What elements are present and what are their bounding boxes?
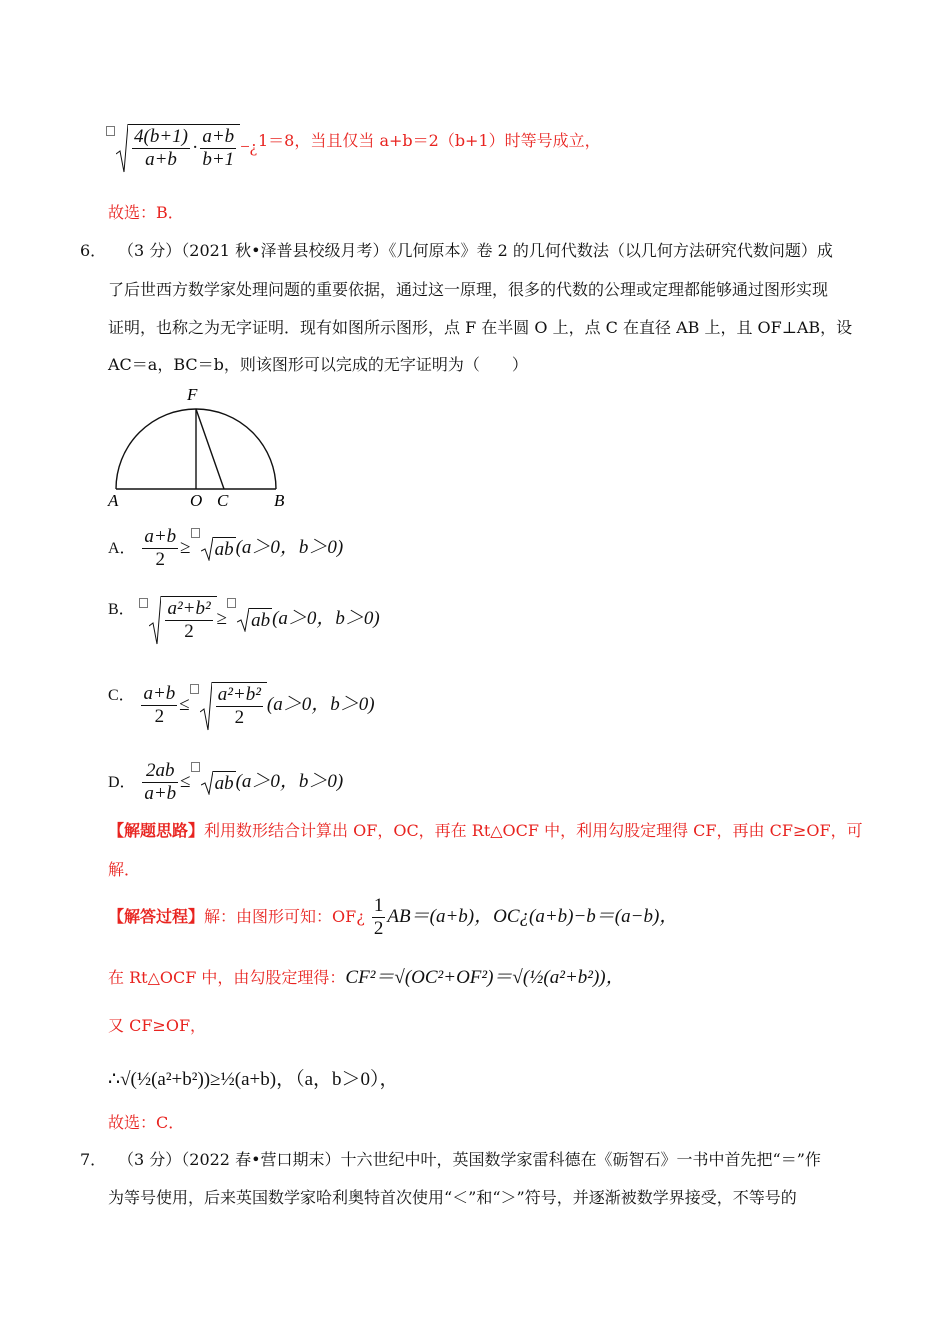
q7-number: 7． [80,1150,107,1169]
q6-answer: 故选：C． [108,1113,185,1132]
solution-process-line-1: 【解答过程】解：由图形可知：OF¿ $\frac{1}{2}$ AB＝(a+b)，OC¿(a+b)−b＝(a−b)， [108,895,679,939]
label-f: F [187,385,198,404]
q5-answer: 故选：B． [108,203,184,222]
semicircle-figure [104,382,304,510]
radical-icon [149,596,161,646]
q6-stem-line-3: 证明，也称之为无字证明．现有如图所示图形，点 F 在半圆 O 上，点 C 在直径 AB 上，且 OF⊥AB，设 [108,318,853,337]
radical-icon [116,124,128,174]
placeholder-glyph [106,126,115,136]
solution-idea-tag: 【解题思路】 [108,821,205,840]
q5-equality-condition: 1＝8，当且仅当 a+b＝2（b+1）时等号成立， [258,131,601,150]
q6-stem-line-2: 了后世西方数学家处理问题的重要依据，通过这一原理，很多的代数的公理或定理都能够通过图形实现 [108,280,829,299]
sqrt-sign: $\frac{4(b+1)}{a+b}$ · $\frac{a+b}{b+1}$ [116,124,240,171]
solution-idea-line-2: 解． [108,860,141,879]
label-a: A [108,491,119,510]
option-c[interactable]: $^{C.}$ $\frac{a+b}{2}$ ≤ $\frac{\text{a²+b²}}{2}$ (a＞0，b＞0) [108,682,375,729]
solution-idea-line-1: 【解题思路】利用数形结合计算出 OF，OC，再在 Rt△OCF 中，利用勾股定理得 CF，再由 CF≥OF，可 [108,821,863,840]
option-d[interactable]: D． $\frac{2ab}{a+b}$ ≤ ab (a＞0，b＞0) [108,760,344,804]
q7-stem-line-2: 为等号使用，后来英国数学家哈利奥特首次使用“＜”和“＞”符号，并逐渐被数学界接受，不等号的 [108,1188,797,1207]
pythagorean-line: 在 Rt△OCF 中，由勾股定理得：CF²＝√(OC²+OF²)＝√(½(a²+b²))， [108,967,625,988]
q6-stem-line-4: AC＝a，BC＝b，则该图形可以完成的无字证明为（ ） [108,355,528,374]
therefore-line: ∴√(½(a²+b²))≥½(a+b)，（a，b＞0）， [108,1069,399,1090]
q7-stem-line-1: （3 分）（2022 春•营口期末）十六世纪中叶，英国数学家雷科德在《砺智石》一书中首先把“＝”作 [118,1150,821,1169]
solution-process-tag: 【解答过程】 [108,906,205,926]
radical-icon [201,537,213,561]
segment-cf [196,409,224,489]
q6-stem-line-1: （3 分）（2021 秋•泽普县校级月考）《几何原本》卷 2 的几何代数法（以几何方法研究代数问题）成 [118,241,833,260]
q5-radical-expression: $\frac{4(b+1)}{a+b}$ · $\frac{a+b}{b+1}$ −¿ [106,124,257,171]
radical-icon [237,608,249,632]
radical-icon [200,682,212,732]
radical-icon [201,771,213,795]
label-o: O [190,491,203,510]
q6-number: 6． [80,241,107,260]
label-c: C [217,491,229,510]
again-line: 又 CF≥OF， [108,1016,207,1035]
option-a[interactable]: A． $\frac{a+b}{2}$ ≥ ab (a＞0，b＞0) [108,526,344,570]
option-b[interactable]: $^{B.}$ $\frac{\text{a²+b²}}{2}$ ≥ ab (a＞0，b＞0) [108,596,380,643]
label-b: B [274,491,285,510]
